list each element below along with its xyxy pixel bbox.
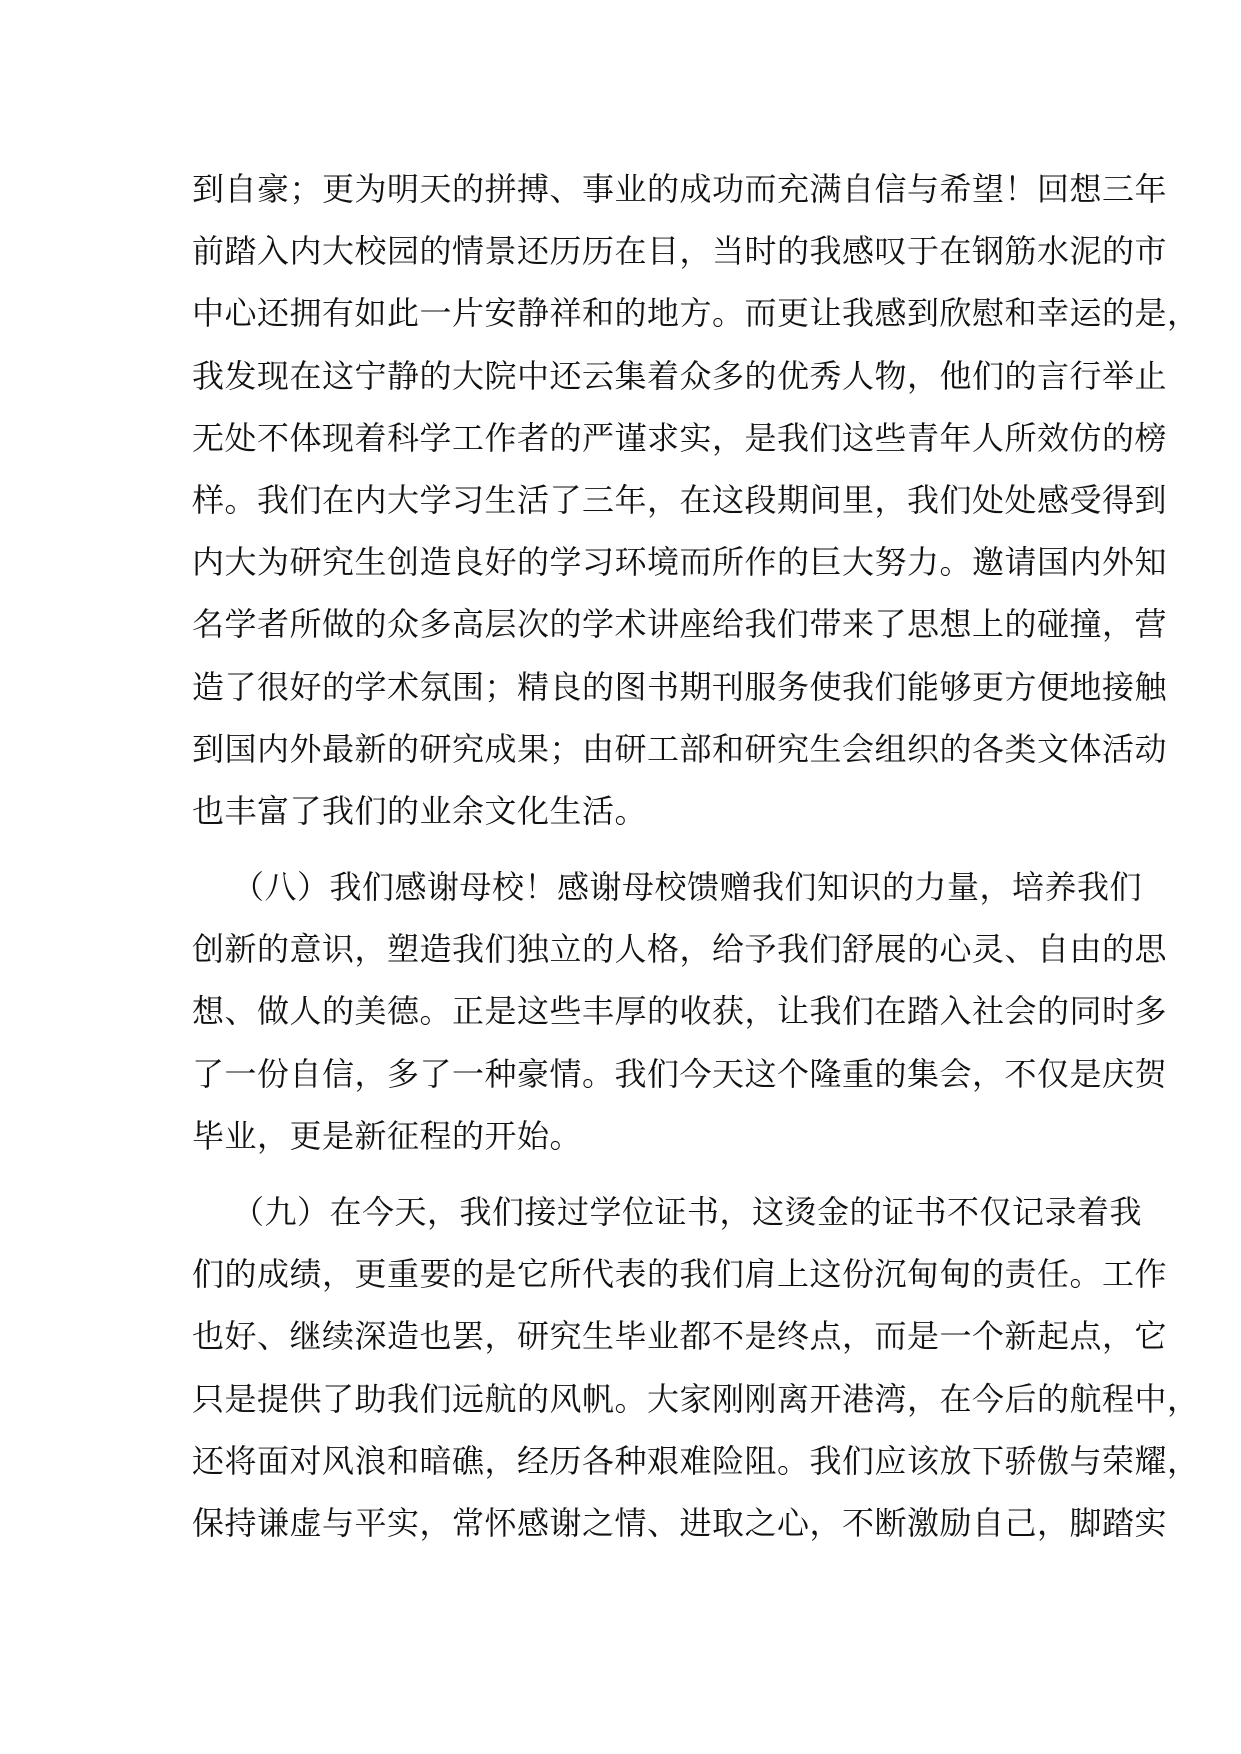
paragraph-gap <box>192 1167 1072 1181</box>
text-line: 名学者所做的众多高层次的学术讲座给我们带来了思想上的碰撞，营 <box>192 605 1168 644</box>
text-line: 前踏入内大校园的情景还历历在目，当时的我感叹于在钢筋水泥的市 <box>192 232 1168 271</box>
text-line: 到国内外最新的研究成果；由研工部和研究生会组织的各类文体活动 <box>192 729 1168 768</box>
text-line: 内大为研究生创造良好的学习环境而所作的巨大努力。邀请国内外知 <box>192 543 1168 582</box>
text-line: 了一份自信，多了一种豪情。我们今天这个隆重的集会，不仅是庆贺 <box>192 1054 1168 1093</box>
paragraph <box>192 1181 1200 1554</box>
text-line: 中心还拥有如此一片安静祥和的地方。而更让我感到欣慰和幸运的是， <box>192 294 1200 333</box>
text-line: 样。我们在内大学习生活了三年，在这段期间里，我们处处感受得到 <box>192 480 1168 519</box>
text-line: 也好、继续深造也罢，研究生毕业都不是终点，而是一个新起点，它 <box>192 1317 1168 1356</box>
body-text <box>192 158 1200 1554</box>
text-line: 们的成绩，更重要的是它所代表的我们肩上这份沉甸甸的责任。工作 <box>192 1255 1168 1294</box>
text-line: 还将面对风浪和暗礁，经历各种艰难险阻。我们应该放下骄傲与荣耀， <box>192 1441 1200 1480</box>
text-line: 想、做人的美德。正是这些丰厚的收获，让我们在踏入社会的同时多 <box>192 992 1168 1031</box>
paragraph-gap <box>192 842 1072 856</box>
text-line: 无处不体现着科学工作者的严谨求实，是我们这些青年人所效仿的榜 <box>192 418 1168 457</box>
text-line: （八）我们感谢母校！感谢母校馈赠我们知识的力量，培养我们 <box>232 868 1143 907</box>
text-line: 只是提供了助我们远航的风帆。大家刚刚离开港湾，在今后的航程中， <box>192 1379 1200 1418</box>
text-line: 毕业，更是新征程的开始。 <box>192 1116 583 1155</box>
paragraph <box>192 158 1200 842</box>
text-line: 保持谦虚与平实，常怀感谢之情、进取之心，不断激励自己，脚踏实 <box>192 1503 1168 1542</box>
text-line: 创新的意识，塑造我们独立的人格，给予我们舒展的心灵、自由的思 <box>192 930 1168 969</box>
text-line: 我发现在这宁静的大院中还云集着众多的优秀人物，他们的言行举止 <box>192 356 1168 395</box>
text-line: 到自豪；更为明天的拼搏、事业的成功而充满自信与希望！回想三年 <box>192 170 1168 208</box>
paragraph <box>192 856 1168 1167</box>
text-line: 造了很好的学术氛围；精良的图书期刊服务使我们能够更方便地接触 <box>192 667 1168 706</box>
text-line: 也丰富了我们的业余文化生活。 <box>192 791 648 830</box>
text-line: （九）在今天，我们接过学位证书，这烫金的证书不仅记录着我 <box>232 1193 1143 1231</box>
